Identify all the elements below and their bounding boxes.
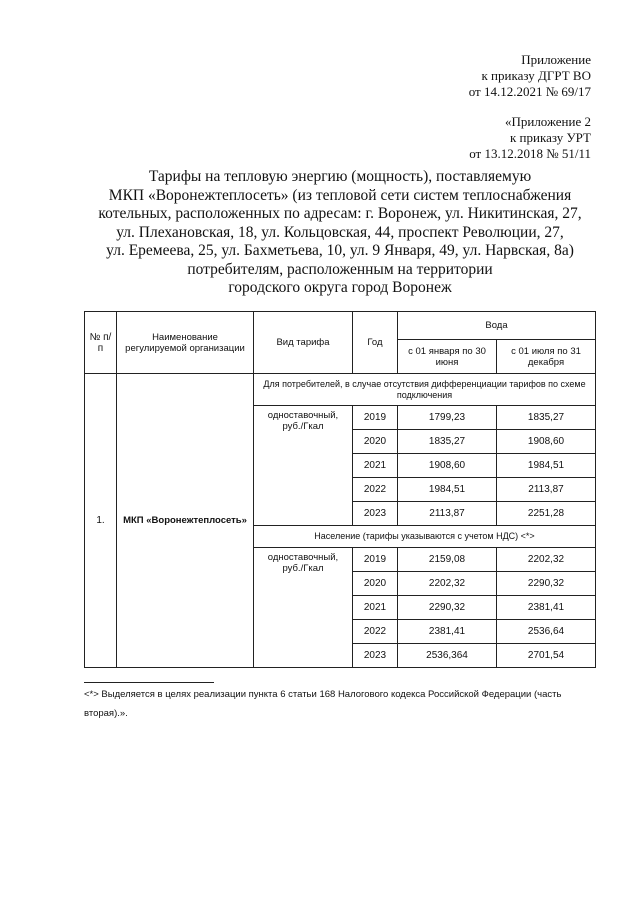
year-cell: 2019	[353, 548, 398, 572]
original-appendix-header	[469, 114, 591, 162]
year-cell: 2020	[353, 430, 398, 454]
tariff-type-cell: одноставочный, руб./Гкал	[254, 548, 353, 668]
value-cell: 2381,41	[497, 596, 596, 620]
section-title-row	[85, 374, 596, 406]
value-cell: 2159,08	[398, 548, 497, 572]
title-line: потребителям, расположенным на территории	[187, 260, 493, 278]
year-cell: 2021	[353, 454, 398, 478]
title-line: котельных, расположенных по адресам: г. Воронеж, ул. Никитинская, 27,	[98, 205, 582, 222]
value-cell: 1908,60	[497, 430, 596, 454]
year-cell: 2022	[353, 620, 398, 644]
appendix-title: Приложение	[521, 52, 591, 67]
value-cell: 2290,32	[398, 596, 497, 620]
original-appendix-title: «Приложение 2	[504, 114, 591, 129]
title-line: ул. Плехановская, 18, ул. Кольцовская, 44, проспект Революции, 27,	[116, 223, 564, 241]
title-line: ул. Еремеева, 25, ул. Бахметьева, 10, ул. 9 Января, 49, ул. Нарвская, 8а)	[106, 242, 574, 259]
col-header-water: Вода	[398, 312, 596, 340]
value-cell: 2701,54	[497, 644, 596, 668]
appendix-order: к приказу ДГРТ ВО	[481, 68, 591, 83]
value-cell: 1984,51	[398, 478, 497, 502]
value-cell: 1799,23	[398, 406, 497, 430]
header-row	[85, 312, 596, 340]
value-cell: 2290,32	[497, 572, 596, 596]
footnote-divider	[84, 682, 214, 683]
footnote-text: <*> Выделяется в целях реализации пункта 6 статьи 168 Налогового кодекса Российской Федерации (часть вторая).».	[84, 689, 562, 719]
tariff-table	[84, 311, 596, 668]
title-line: МКП «Воронежтеплосеть» (из тепловой сети систем теплоснабжения	[108, 186, 572, 204]
value-cell: 2536,364	[398, 644, 497, 668]
col-header-period1: с 01 января по 30 июня	[398, 340, 497, 374]
year-cell: 2020	[353, 572, 398, 596]
col-header-org: Наименование регулируемой организации	[117, 312, 254, 374]
col-header-tariff-type: Вид тарифа	[254, 312, 353, 374]
section-title: Население (тарифы указываются с учетом НДС) <*>	[254, 526, 596, 548]
original-appendix-date: от 13.12.2018 № 51/11	[469, 146, 591, 161]
year-cell: 2023	[353, 502, 398, 526]
year-cell: 2023	[353, 644, 398, 668]
value-cell: 2202,32	[398, 572, 497, 596]
value-cell: 2381,41	[398, 620, 497, 644]
section-title: Для потребителей, в случае отсутствия дифференциации тарифов по схеме подключения	[254, 374, 596, 406]
value-cell: 2113,87	[398, 502, 497, 526]
col-header-num: № п/п	[85, 312, 117, 374]
title-line: городского округа город Воронеж	[228, 279, 452, 296]
value-cell: 2251,28	[497, 502, 596, 526]
col-header-year: Год	[353, 312, 398, 374]
value-cell: 2202,32	[497, 548, 596, 572]
document-title	[80, 168, 600, 298]
row-number: 1.	[85, 374, 117, 668]
value-cell: 1908,60	[398, 454, 497, 478]
value-cell: 2536,64	[497, 620, 596, 644]
value-cell: 1835,27	[398, 430, 497, 454]
value-cell: 2113,87	[497, 478, 596, 502]
title-line: Тарифы на тепловую энергию (мощность), поставляемую	[148, 168, 532, 185]
year-cell: 2022	[353, 478, 398, 502]
appendix-date: от 14.12.2021 № 69/17	[468, 84, 591, 99]
year-cell: 2019	[353, 406, 398, 430]
col-header-period2: с 01 июля по 31 декабря	[497, 340, 596, 374]
value-cell: 1835,27	[497, 406, 596, 430]
original-appendix-order: к приказу УРТ	[509, 130, 591, 145]
org-name-cell	[117, 374, 254, 668]
value-cell: 1984,51	[497, 454, 596, 478]
org-name: МКП «Воронежтеплосеть»	[123, 515, 247, 526]
tariff-type-cell: одноставочный, руб./Гкал	[254, 406, 353, 526]
footnote	[84, 685, 596, 723]
year-cell: 2021	[353, 596, 398, 620]
appendix-header	[469, 52, 591, 100]
